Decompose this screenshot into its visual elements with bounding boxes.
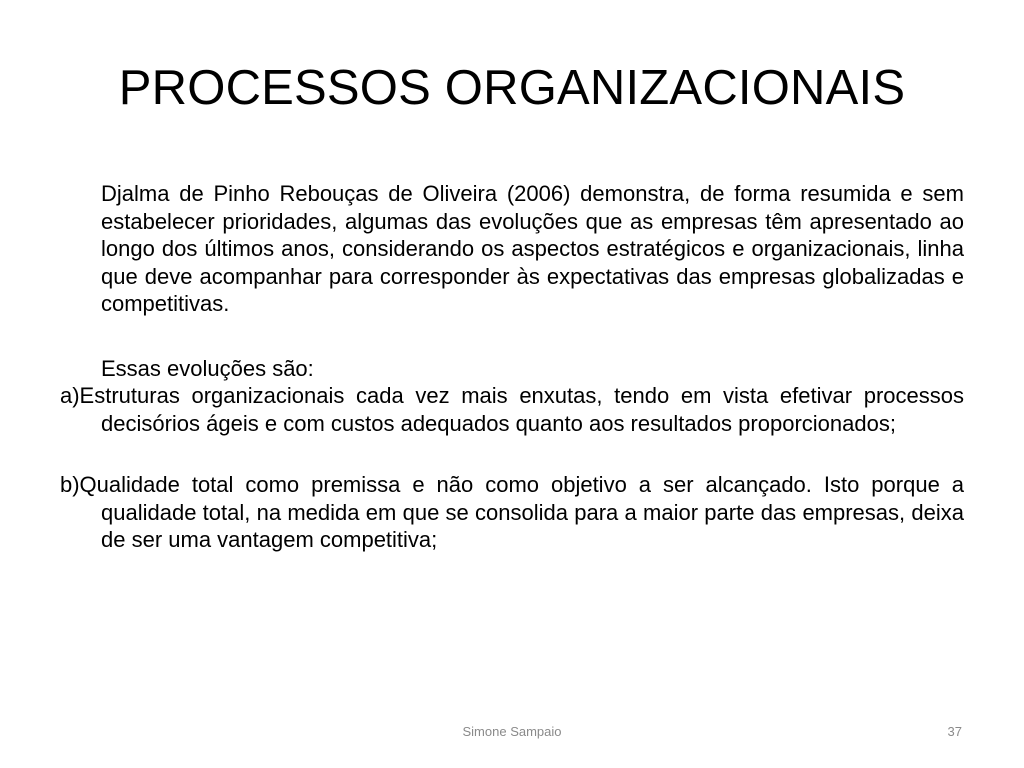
list-lead: Essas evoluções são:	[101, 355, 314, 381]
spacer	[60, 318, 964, 355]
intro-paragraph: Djalma de Pinho Rebouças de Oliveira (2006) demonstra, de forma resumida e sem estabelecer prioridades, algumas das evoluções que as empresas têm apresentado ao longo dos últimos anos, considerando os aspectos estratégicos e organizacionais, linha que deve acompanhar para corresponder às expectativas das empresas globalizadas e competitivas.	[101, 181, 964, 316]
slide-body	[60, 180, 964, 554]
footer-author: Simone Sampaio	[462, 724, 562, 739]
list-item-b: b)Qualidade total como premissa e não como objetivo a ser alcançado. Isto porque a qualidade total, na medida em que se consolida para a maior parte das empresas, deixa de ser uma vantagem competitiva;	[60, 472, 964, 552]
list-item-a: a)Estruturas organizacionais cada vez mais enxutas, tendo em vista efetivar processos decisórios ágeis e com custos adequados quanto aos resultados proporcionados;	[60, 383, 964, 436]
slide-title: PROCESSOS ORGANIZACIONAIS	[118, 61, 906, 115]
page-number: 37	[947, 724, 962, 739]
spacer	[60, 437, 964, 471]
